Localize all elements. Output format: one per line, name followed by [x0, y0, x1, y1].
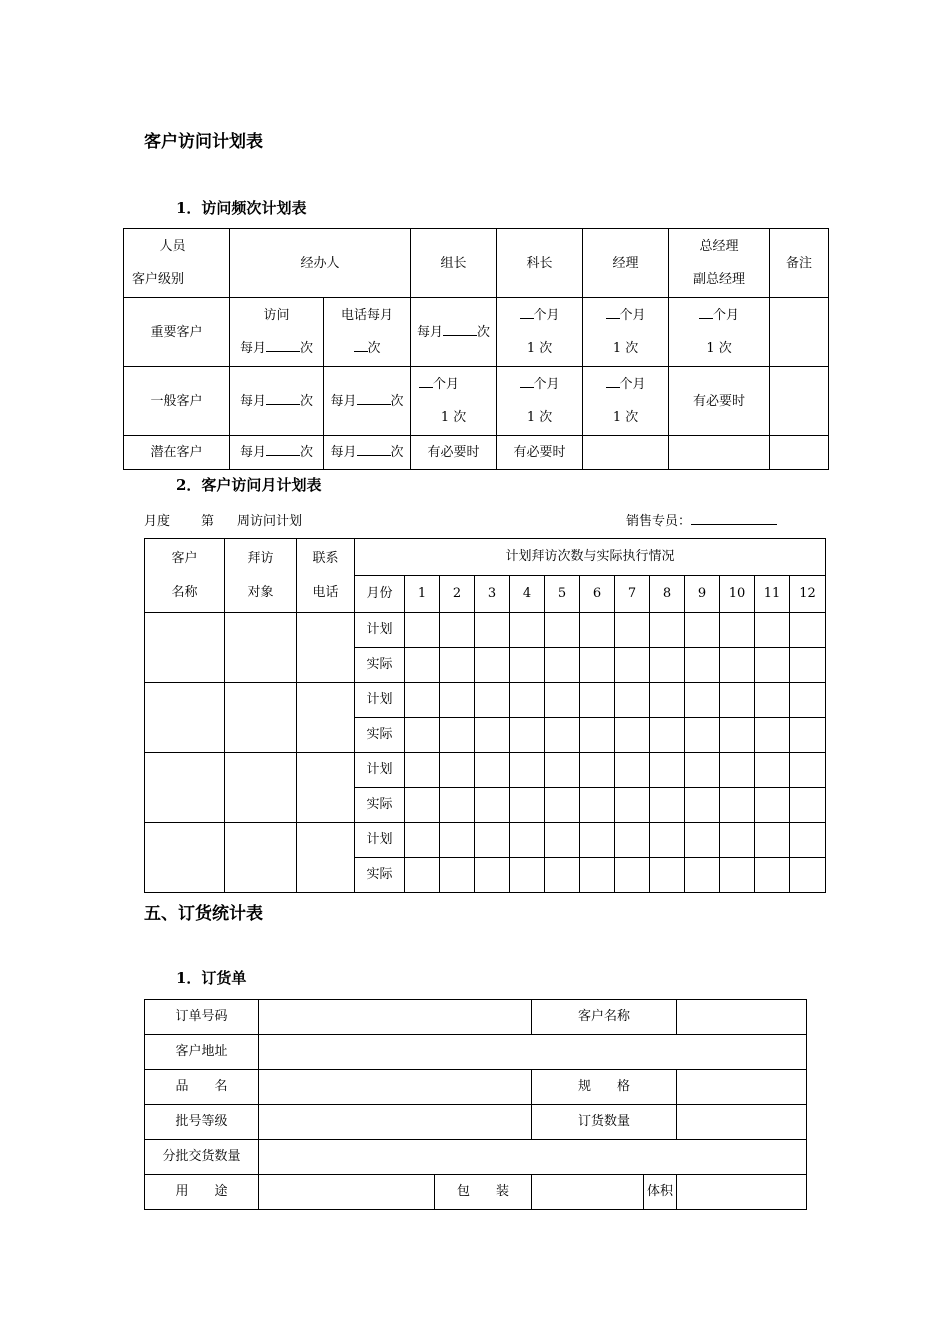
- months-text: 个月: [433, 377, 460, 392]
- contact-phone-header: [297, 539, 355, 613]
- section5-title: 五、订货统计表: [144, 904, 263, 924]
- month-9-cell[interactable]: [685, 753, 720, 788]
- customer-level-label: 客户级别: [132, 272, 185, 287]
- header-line: 客户: [171, 550, 198, 566]
- month-8-cell[interactable]: [650, 823, 685, 858]
- volume-value[interactable]: [677, 1175, 807, 1210]
- handler-header: 经办人: [230, 229, 411, 298]
- month-10-cell[interactable]: [720, 613, 755, 648]
- visit-target-cell[interactable]: [225, 613, 297, 683]
- pack-value[interactable]: [532, 1175, 677, 1210]
- phone-times: [324, 332, 410, 365]
- month-header: 月份: [355, 576, 405, 613]
- month-1-cell[interactable]: [405, 613, 440, 648]
- month-9-cell[interactable]: [685, 718, 720, 753]
- month-1-cell[interactable]: [405, 648, 440, 683]
- month-4-header: 4: [510, 576, 545, 613]
- month-11-cell[interactable]: [755, 613, 790, 648]
- visit-freq-cell: [230, 436, 324, 470]
- blank-line: [266, 441, 300, 456]
- visit-monthly: [230, 332, 323, 365]
- month-7-cell[interactable]: [615, 718, 650, 753]
- month-2-cell[interactable]: [440, 718, 475, 753]
- times-text: 次: [390, 393, 404, 409]
- month-11-header: 11: [755, 576, 790, 613]
- manager-months: [583, 299, 668, 332]
- once-text: 1 次: [440, 410, 467, 425]
- page-title: 客户访问计划表: [144, 132, 263, 152]
- month-4-cell[interactable]: [510, 683, 545, 718]
- blank-line: [520, 373, 534, 388]
- header-line: 电话: [312, 584, 339, 600]
- month-9-cell[interactable]: [685, 823, 720, 858]
- gm-months: [669, 299, 769, 332]
- month-9-cell[interactable]: [685, 858, 720, 893]
- chief-freq-cell: [497, 367, 583, 436]
- month-9-cell[interactable]: [685, 788, 720, 823]
- group-freq-cell: [411, 298, 497, 367]
- label-char: 包: [456, 1184, 470, 1199]
- monthly-text: 每月: [330, 393, 357, 409]
- month-8-header: 8: [650, 576, 685, 613]
- month-12-cell[interactable]: [790, 648, 826, 683]
- month-5-cell[interactable]: [545, 648, 580, 683]
- section2-title: 2．客户访问月计划表: [176, 476, 322, 494]
- group-months: [411, 368, 496, 401]
- visit-freq-cell: [230, 367, 324, 436]
- month-12-header: 12: [790, 576, 826, 613]
- month-5-cell[interactable]: [545, 753, 580, 788]
- times-text: 次: [300, 445, 314, 460]
- month-12-cell[interactable]: [790, 823, 826, 858]
- month-4-cell[interactable]: [510, 753, 545, 788]
- months-text: 个月: [619, 308, 646, 323]
- gm-freq-cell: 有必要时: [669, 367, 770, 436]
- month-8-cell[interactable]: [650, 648, 685, 683]
- blank-line: [357, 441, 391, 456]
- month-10-cell[interactable]: [720, 683, 755, 718]
- month-2-cell[interactable]: [440, 613, 475, 648]
- table-row: [145, 683, 826, 718]
- order-qty-value[interactable]: [677, 1105, 807, 1140]
- month-11-cell[interactable]: [755, 788, 790, 823]
- month-7-cell[interactable]: [615, 683, 650, 718]
- blank-line: [606, 304, 620, 319]
- month-10-header: 10: [720, 576, 755, 613]
- months-text: 个月: [619, 377, 646, 392]
- blank-line: [520, 304, 534, 319]
- times-text: 次: [367, 341, 381, 356]
- gm-freq-cell: [669, 298, 770, 367]
- table-row: [145, 613, 826, 648]
- month-6-cell[interactable]: [580, 858, 615, 893]
- group-freq-cell: [411, 367, 497, 436]
- once-text: 1 次: [612, 341, 639, 356]
- month-11-cell[interactable]: [755, 753, 790, 788]
- monthly-plan-table: [144, 538, 826, 893]
- month-10-cell[interactable]: [720, 823, 755, 858]
- label-char: 品: [175, 1079, 189, 1094]
- partial-qty-label: 分批交货数量: [145, 1140, 259, 1175]
- plan-label: 计划: [355, 823, 405, 858]
- visit-label: 访问: [263, 308, 290, 323]
- month-1-cell[interactable]: [405, 718, 440, 753]
- monthly-text: 每月: [239, 341, 266, 356]
- contact-phone-cell[interactable]: [297, 753, 355, 823]
- manager-freq-cell: [583, 367, 669, 436]
- month-10-cell[interactable]: [720, 858, 755, 893]
- month-12-cell[interactable]: [790, 613, 826, 648]
- sales-rep-label: 销售专员：: [626, 514, 692, 529]
- customer-name-value[interactable]: [677, 1000, 807, 1035]
- use-label: [145, 1175, 259, 1210]
- signature-line: [691, 510, 777, 525]
- product-name-label: [145, 1070, 259, 1105]
- month-8-cell[interactable]: [650, 858, 685, 893]
- monthly-text: 每月: [239, 393, 266, 409]
- gm-freq-cell[interactable]: [669, 436, 770, 470]
- plan-label: 计划: [355, 613, 405, 648]
- order-form-table: [144, 999, 807, 1210]
- section1-title: 1．访问频次计划表: [176, 199, 307, 217]
- visit-target-cell[interactable]: [225, 753, 297, 823]
- month-5-cell[interactable]: [545, 823, 580, 858]
- section-chief-header: 科长: [497, 229, 583, 298]
- month-11-cell[interactable]: [755, 648, 790, 683]
- month-2-cell[interactable]: [440, 823, 475, 858]
- month-5-header: 5: [545, 576, 580, 613]
- month-5-cell[interactable]: [545, 613, 580, 648]
- month-3-cell[interactable]: [475, 613, 510, 648]
- use-value[interactable]: [259, 1175, 435, 1210]
- month-12-cell[interactable]: [790, 858, 826, 893]
- month-8-cell[interactable]: [650, 788, 685, 823]
- once-text: 1 次: [612, 410, 639, 425]
- customer-level-cell: 一般客户: [124, 367, 230, 436]
- customer-level-cell: 潜在客户: [124, 436, 230, 470]
- customer-address-label: 客户地址: [145, 1035, 259, 1070]
- month-1-cell[interactable]: [405, 858, 440, 893]
- plan-label: 计划: [355, 753, 405, 788]
- month-1-cell[interactable]: [405, 683, 440, 718]
- month-7-cell[interactable]: [615, 753, 650, 788]
- group-leader-header: 组长: [411, 229, 497, 298]
- header-line: 对象: [247, 584, 274, 600]
- month-3-cell[interactable]: [475, 683, 510, 718]
- batch-grade-label: 批号等级: [145, 1105, 259, 1140]
- month-2-cell[interactable]: [440, 753, 475, 788]
- month-3-cell[interactable]: [475, 753, 510, 788]
- personnel-label: 人员: [159, 239, 186, 254]
- month-4-cell[interactable]: [510, 788, 545, 823]
- month-3-cell[interactable]: [475, 823, 510, 858]
- actual-label: 实际: [355, 718, 405, 753]
- product-name-value[interactable]: [259, 1070, 532, 1105]
- month-12-cell[interactable]: [790, 683, 826, 718]
- label-char: 用: [175, 1184, 189, 1199]
- monthly-text: 每月: [239, 445, 266, 460]
- label-char: 规: [577, 1079, 591, 1094]
- month-12-cell[interactable]: [790, 753, 826, 788]
- month-6-header: 6: [580, 576, 615, 613]
- month-11-cell[interactable]: [755, 823, 790, 858]
- month-11-cell[interactable]: [755, 718, 790, 753]
- contact-phone-cell[interactable]: [297, 823, 355, 893]
- diagonal-header-cell: [124, 229, 230, 298]
- remarks-cell[interactable]: [770, 367, 829, 436]
- customer-level-cell: 重要客户: [124, 298, 230, 367]
- month-9-cell[interactable]: [685, 613, 720, 648]
- months-text: 个月: [533, 377, 560, 392]
- month-6-cell[interactable]: [580, 788, 615, 823]
- sales-rep-field[interactable]: [626, 510, 777, 529]
- month-7-cell[interactable]: [615, 648, 650, 683]
- month-8-cell[interactable]: [650, 613, 685, 648]
- times-text: 次: [300, 341, 314, 356]
- week-label-suffix: 周访问计划: [237, 514, 303, 529]
- monthly-text: 每月: [417, 324, 444, 340]
- months-text: 个月: [533, 308, 560, 323]
- month-3-cell[interactable]: [475, 718, 510, 753]
- once-text: 1 次: [526, 410, 553, 425]
- header-line: 拜访: [247, 550, 274, 566]
- visit-freq-cell: [230, 298, 324, 367]
- phone-freq-cell: [324, 436, 411, 470]
- chief-months: [497, 368, 582, 401]
- once-text: 1 次: [526, 341, 553, 356]
- phone-freq-cell: [324, 298, 411, 367]
- month-7-cell[interactable]: [615, 613, 650, 648]
- month-8-cell[interactable]: [650, 683, 685, 718]
- month-6-cell[interactable]: [580, 613, 615, 648]
- pack-label: [435, 1175, 532, 1210]
- month-9-cell[interactable]: [685, 683, 720, 718]
- month-6-cell[interactable]: [580, 718, 615, 753]
- phone-freq-cell: [324, 367, 411, 436]
- chief-freq-cell: 有必要时: [497, 436, 583, 470]
- blank-line: [699, 304, 713, 319]
- order-form-title: 1．订货单: [176, 969, 247, 987]
- visit-target-cell[interactable]: [225, 823, 297, 893]
- months-text: 个月: [713, 308, 740, 323]
- month-7-cell[interactable]: [615, 858, 650, 893]
- spec-label: [532, 1070, 677, 1105]
- month-6-cell[interactable]: [580, 823, 615, 858]
- month-2-cell[interactable]: [440, 788, 475, 823]
- month-6-cell[interactable]: [580, 753, 615, 788]
- manager-freq-cell[interactable]: [583, 436, 669, 470]
- label-char: 装: [496, 1184, 510, 1199]
- month-4-cell[interactable]: [510, 613, 545, 648]
- month-12-cell[interactable]: [790, 718, 826, 753]
- week-label-prefix: 第: [201, 514, 215, 529]
- blank-line: [357, 390, 391, 405]
- month-4-cell[interactable]: [510, 718, 545, 753]
- month-3-cell[interactable]: [475, 858, 510, 893]
- manager-months: [583, 368, 668, 401]
- order-number-label: 订单号码: [145, 1000, 259, 1035]
- remarks-cell[interactable]: [770, 298, 829, 367]
- group-freq-cell: 有必要时: [411, 436, 497, 470]
- once-text: 1 次: [706, 341, 732, 356]
- month-9-cell[interactable]: [685, 648, 720, 683]
- partial-qty-value[interactable]: [259, 1140, 807, 1175]
- times-text: 次: [300, 393, 314, 409]
- customer-name-cell[interactable]: [145, 753, 225, 823]
- month-5-cell[interactable]: [545, 858, 580, 893]
- label-char: 途: [214, 1184, 228, 1199]
- gm-header-line1: 总经理: [699, 239, 739, 254]
- month-2-header: 2: [440, 576, 475, 613]
- blank-line: [266, 337, 300, 352]
- month-1-cell[interactable]: [405, 753, 440, 788]
- month-7-cell[interactable]: [615, 788, 650, 823]
- gm-header: [669, 229, 770, 298]
- blank-line: [419, 373, 433, 388]
- batch-grade-value[interactable]: [259, 1105, 532, 1140]
- blank-line: [443, 321, 477, 336]
- month-3-cell[interactable]: [475, 788, 510, 823]
- month-5-cell[interactable]: [545, 683, 580, 718]
- month-4-cell[interactable]: [510, 648, 545, 683]
- remarks-cell[interactable]: [770, 436, 829, 470]
- label-char: 格: [617, 1079, 631, 1094]
- manager-freq-cell: [583, 298, 669, 367]
- customer-address-value[interactable]: [259, 1035, 807, 1070]
- times-text: 次: [390, 445, 404, 460]
- order-number-value[interactable]: [259, 1000, 532, 1035]
- month-6-cell[interactable]: [580, 648, 615, 683]
- customer-name-cell[interactable]: [145, 613, 225, 683]
- month-3-cell[interactable]: [475, 648, 510, 683]
- header-line: 名称: [171, 584, 198, 600]
- month-1-cell[interactable]: [405, 788, 440, 823]
- customer-name-label: 客户名称: [532, 1000, 677, 1035]
- month-4-cell[interactable]: [510, 823, 545, 858]
- month-1-cell[interactable]: [405, 823, 440, 858]
- table-row: [145, 753, 826, 788]
- actual-label: 实际: [355, 788, 405, 823]
- month-label: 月度: [144, 514, 171, 529]
- visit-target-cell[interactable]: [225, 683, 297, 753]
- frequency-plan-table: [123, 228, 829, 470]
- spec-value[interactable]: [677, 1070, 807, 1105]
- month-4-cell[interactable]: [510, 858, 545, 893]
- month-2-cell[interactable]: [440, 858, 475, 893]
- month-7-header: 7: [615, 576, 650, 613]
- month-11-cell[interactable]: [755, 858, 790, 893]
- gm-header-line2: 副总经理: [693, 272, 746, 287]
- blank-line: [606, 373, 620, 388]
- blank-line: [266, 390, 300, 405]
- month-10-cell[interactable]: [720, 718, 755, 753]
- month-6-cell[interactable]: [580, 683, 615, 718]
- blank-line: [354, 337, 368, 352]
- header-line: 联系: [312, 550, 339, 566]
- chief-freq-cell: [497, 298, 583, 367]
- times-text: 次: [477, 324, 491, 340]
- actual-label: 实际: [355, 648, 405, 683]
- month-12-cell[interactable]: [790, 788, 826, 823]
- plan-label: 计划: [355, 683, 405, 718]
- visit-target-header: [225, 539, 297, 613]
- manager-header: 经理: [583, 229, 669, 298]
- month-1-header: 1: [405, 576, 440, 613]
- customer-name-cell[interactable]: [145, 823, 225, 893]
- month-10-cell[interactable]: [720, 753, 755, 788]
- month-5-cell[interactable]: [545, 788, 580, 823]
- phone-label: 电话每月: [341, 308, 394, 323]
- contact-phone-cell[interactable]: [297, 613, 355, 683]
- month-7-cell[interactable]: [615, 823, 650, 858]
- month-2-cell[interactable]: [440, 648, 475, 683]
- monthly-text: 每月: [330, 445, 357, 460]
- month-10-cell[interactable]: [720, 788, 755, 823]
- month-2-cell[interactable]: [440, 683, 475, 718]
- customer-name-cell[interactable]: [145, 683, 225, 753]
- customer-name-header: [145, 539, 225, 613]
- month-10-cell[interactable]: [720, 648, 755, 683]
- order-qty-label: 订货数量: [532, 1105, 677, 1140]
- label-char: 名: [214, 1079, 228, 1094]
- table-row: [124, 367, 829, 436]
- month-8-cell[interactable]: [650, 753, 685, 788]
- actual-label: 实际: [355, 858, 405, 893]
- volume-label: 体积: [647, 1184, 674, 1199]
- table-row: [124, 298, 829, 367]
- month-9-header: 9: [685, 576, 720, 613]
- plan-vs-actual-header: 计划拜访次数与实际执行情况: [355, 539, 826, 576]
- table-row: [124, 436, 829, 470]
- remarks-header: 备注: [770, 229, 829, 298]
- contact-phone-cell[interactable]: [297, 683, 355, 753]
- month-5-cell[interactable]: [545, 718, 580, 753]
- monthly-plan-body: [145, 613, 826, 893]
- chief-months: [497, 299, 582, 332]
- table-row: [145, 823, 826, 858]
- month-3-header: 3: [475, 576, 510, 613]
- month-8-cell[interactable]: [650, 718, 685, 753]
- month-11-cell[interactable]: [755, 683, 790, 718]
